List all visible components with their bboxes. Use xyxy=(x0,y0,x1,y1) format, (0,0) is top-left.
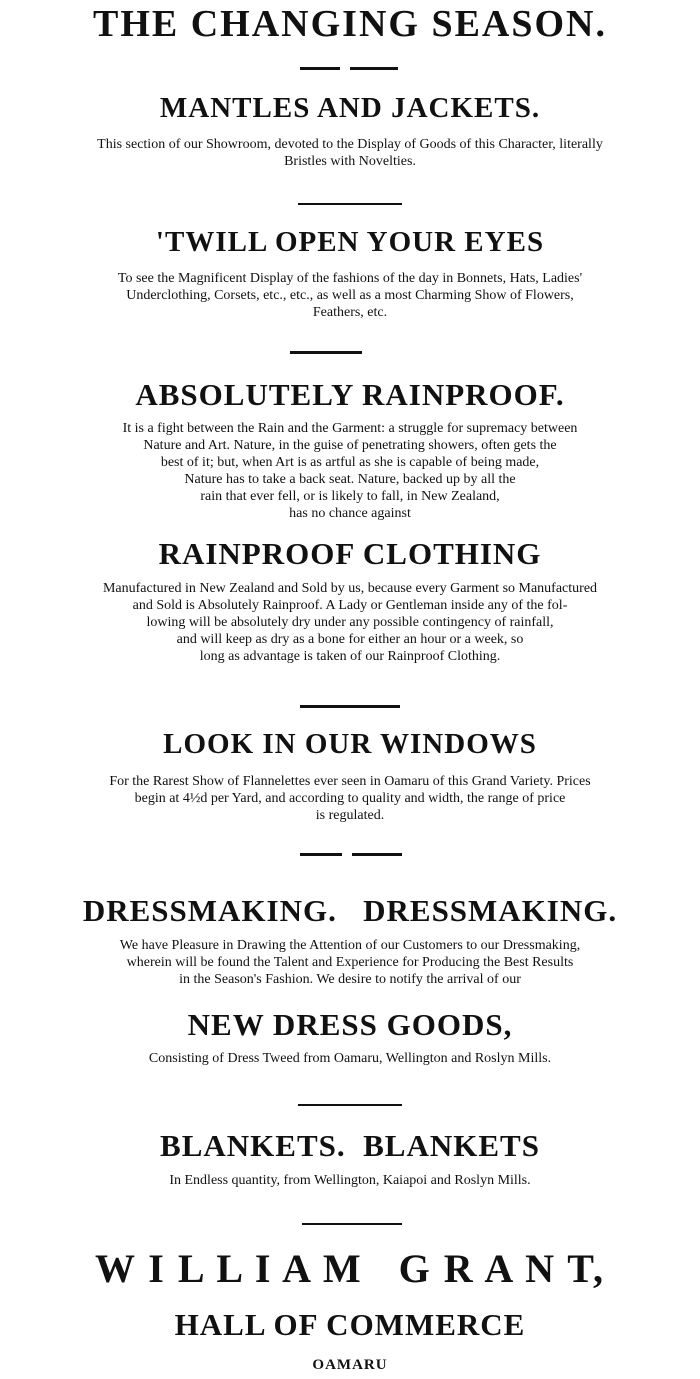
text-line: begin at 4½d per Yard, and according to quality and width, the range of price xyxy=(134,791,566,806)
divider-rule xyxy=(300,67,340,70)
divider-rule xyxy=(352,853,402,856)
page-title: THE CHANGING SEASON. xyxy=(92,3,608,45)
divider-rule xyxy=(298,203,402,205)
divider-rule xyxy=(300,853,342,856)
text-line: Bristles with Novelties. xyxy=(284,154,416,169)
eyes-text xyxy=(2,270,698,321)
text-line: Manufactured in New Zealand and Sold by us, because every Garment so Manufactured xyxy=(102,581,598,596)
clothing-text xyxy=(2,580,698,665)
divider-rule xyxy=(350,67,398,70)
windows-text xyxy=(2,773,698,824)
text-line: and Sold is Absolutely Rainproof. A Lady or Gentleman inside any of the fol- xyxy=(132,598,568,613)
windows-heading: LOOK IN OUR WINDOWS xyxy=(163,728,537,760)
divider-rule xyxy=(300,705,400,708)
text-line: long as advantage is taken of our Rainproof Clothing. xyxy=(199,649,501,664)
text-line: wherein will be found the Talent and Experience for Producing the Best Results xyxy=(126,955,574,970)
divider-rule xyxy=(298,1104,402,1106)
text-line: We have Pleasure in Drawing the Attention of our Customers to our Dressmaking, xyxy=(119,938,581,953)
divider-rule xyxy=(302,1223,402,1225)
text-line: Feathers, etc. xyxy=(312,305,388,320)
text-line: To see the Magnificent Display of the fashions of the day in Bonnets, Hats, Ladies' xyxy=(117,271,583,286)
town-name: OAMARU xyxy=(312,1357,388,1373)
mantles-text xyxy=(2,136,698,170)
text-line: It is a fight between the Rain and the Garment: a struggle for supremacy between xyxy=(122,421,578,436)
rainproof-text xyxy=(2,420,698,522)
dressmaking-text xyxy=(2,937,698,988)
text-line: lowing will be absolutely dry under any possible contingency of rainfall, xyxy=(146,615,554,630)
dressmaking-heading: DRESSMAKING. DRESSMAKING. xyxy=(82,893,618,928)
text-line: Nature has to take a back seat. Nature, backed up by all the xyxy=(184,472,516,487)
text-line: Nature and Art. Nature, in the guise of penetrating showers, often gets the xyxy=(143,438,557,453)
text-line: This section of our Showroom, devoted to the Display of Goods of this Character, literally xyxy=(97,137,603,152)
text-line: has no chance against xyxy=(289,506,411,521)
text-line: and will keep as dry as a bone for either an hour or a week, so xyxy=(176,632,524,647)
text-line: best of it; but, when Art is as artful as she is capable of being made, xyxy=(160,455,540,470)
divider-rule xyxy=(290,351,362,354)
text-line: For the Rarest Show of Flannelettes ever seen in Oamaru of this Grand Variety. Prices xyxy=(109,774,591,789)
rainproof-heading: ABSOLUTELY RAINPROOF. xyxy=(135,377,565,412)
text-line: Underclothing, Corsets, etc., etc., as well as a most Charming Show of Flowers, xyxy=(126,288,574,303)
text-line: in the Season's Fashion. We desire to notify the arrival of our xyxy=(179,972,521,987)
dress-goods-text xyxy=(2,1050,698,1067)
eyes-heading: 'TWILL OPEN YOUR EYES xyxy=(155,226,545,258)
text-line: In Endless quantity, from Wellington, Kaiapoi and Roslyn Mills. xyxy=(169,1173,531,1188)
blankets-heading: BLANKETS. BLANKETS xyxy=(160,1128,540,1163)
business-name: HALL OF COMMERCE xyxy=(174,1307,526,1342)
blankets-text xyxy=(2,1172,698,1189)
text-line: rain that ever fell, or is likely to fall, in New Zealand, xyxy=(200,489,500,504)
merchant-name: W I L L I A M G R A N T, xyxy=(95,1246,605,1291)
dress-goods-heading: NEW DRESS GOODS, xyxy=(187,1007,513,1042)
text-line: Consisting of Dress Tweed from Oamaru, Wellington and Roslyn Mills. xyxy=(148,1051,552,1066)
text-line: is regulated. xyxy=(315,808,385,823)
mantles-heading: MANTLES AND JACKETS. xyxy=(159,92,541,124)
clothing-heading: RAINPROOF CLOTHING xyxy=(158,536,542,571)
